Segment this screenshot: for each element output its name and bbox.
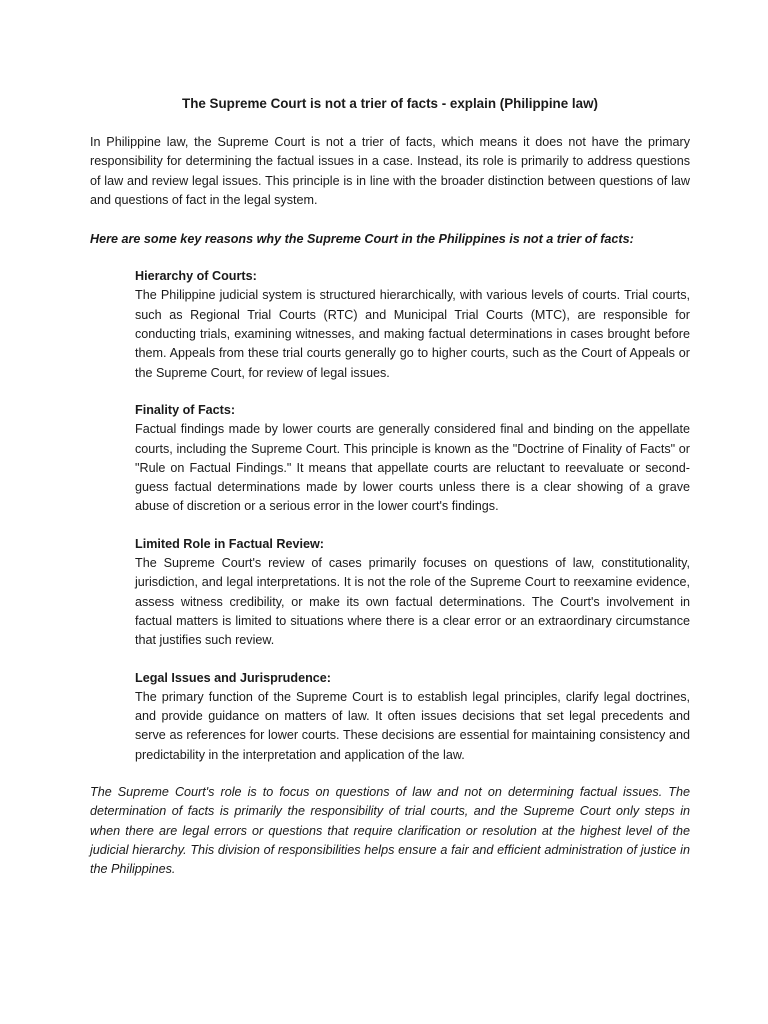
section-limited-role-in-factual-review xyxy=(135,535,690,651)
section-heading: Finality of Facts: xyxy=(135,402,236,417)
section-finality-of-facts xyxy=(135,401,690,517)
section-hierarchy-of-courts xyxy=(135,267,690,383)
section-body: The primary function of the Supreme Court is to establish legal principles, clarify legal doctrines, and provide guidance on matters of law. It often issues decisions that set legal precedents and serve as references for lower courts. These decisions are essential for maintaining consistency and predictability in the interpretation and application of the law. xyxy=(135,689,690,762)
section-legal-issues-and-jurisprudence xyxy=(135,669,690,765)
section-body: The Philippine judicial system is structured hierarchically, with various levels of courts. Trial courts, such as Regional Trial Courts (RTC) and Municipal Trial Courts (MTC), are responsible for conducting trials, examining witnesses, and making factual determinations in cases brought before them. Appeals from these trial courts generally go to higher courts, such as the Court of Appeals or the Supreme Court, for review of legal issues. xyxy=(135,288,690,380)
document-title: The Supreme Court is not a trier of facts - explain (Philippine law) xyxy=(182,96,598,111)
intro-paragraph: In Philippine law, the Supreme Court is not a trier of facts, which means it does not have the primary responsibility for determining the factual issues in a case. Instead, its role is primarily to address questions of law and review legal issues. This principle is in line with the broader distinction between questions of law and questions of fact in the legal system. xyxy=(90,135,690,207)
section-heading: Hierarchy of Courts: xyxy=(135,269,257,284)
section-heading: Limited Role in Factual Review: xyxy=(135,536,324,551)
section-heading: Legal Issues and Jurisprudence: xyxy=(135,670,331,685)
section-body: The Supreme Court's review of cases primarily focuses on questions of law, constitutionality, jurisdiction, and legal interpretations. It is not the role of the Supreme Court to reexamine evidence, assess witness credibility, or make its own factual determinations. The Court's involvement in factual matters is limited to situations where there is a clear error or an extraordinary circumstance that justifies such review. xyxy=(135,556,690,648)
section-body: Factual findings made by lower courts are generally considered final and binding on the appellate courts, including the Supreme Court. This principle is known as the "Doctrine of Finality of Facts" or "Rule on Factual Findings." It means that appellate courts are reluctant to reevaluate or second-guess factual determinations made by lower courts unless there is a clear showing of a grave abuse of discretion or a serious error in the lower court's findings. xyxy=(135,422,690,514)
conclusion-paragraph: The Supreme Court's role is to focus on questions of law and not on determining factual issues. The determination of facts is primarily the responsibility of trial courts, and the Supreme Court only steps in when there are legal errors or questions that require clarification or resolution at the highest level of the judicial hierarchy. This division of responsibilities helps ensure a fair and efficient administration of justice in the Philippines. xyxy=(90,785,690,877)
lead-sentence: Here are some key reasons why the Supreme Court in the Philippines is not a trier of facts: xyxy=(90,232,634,247)
